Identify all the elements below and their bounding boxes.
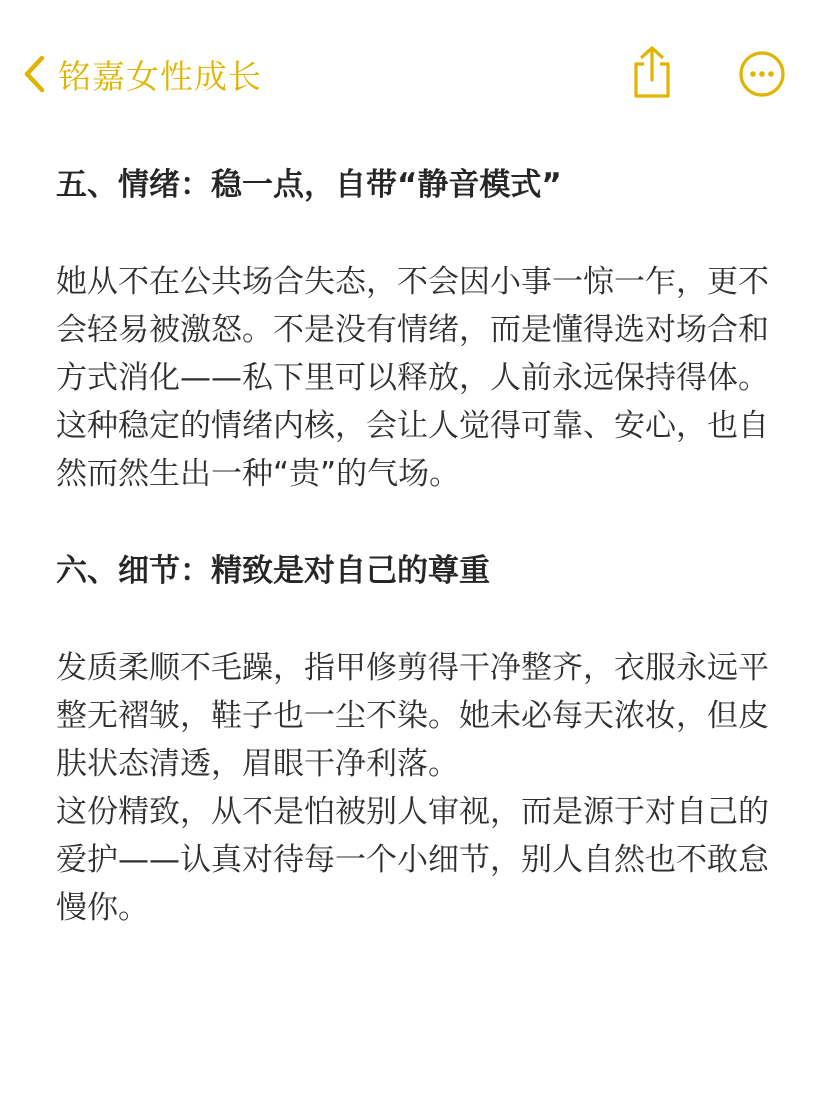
section-paragraph: 发质柔顺不毛躁，指甲修剪得干净整齐，衣服永远平整无褶皱，鞋子也一尘不染。她未必每天浓妆，但皮肤状态清透，眉眼干净利落。 [56,650,769,782]
note-section-details [56,546,776,932]
section-heading: 六、细节：精致是对自己的尊重 [56,553,490,589]
more-button[interactable] [738,50,786,98]
section-paragraph: 她从不在公共场合失态，不会因小事一惊一乍，更不会轻易被激怒。不是没有情绪，而是懂得选对场合和方式消化——私下里可以释放，人前永远保持得体。 [56,264,769,396]
note-content [56,160,776,932]
chevron-left-icon [22,54,48,94]
section-heading: 五、情绪：稳一点，自带“静音模式” [56,167,562,203]
note-section-emotion [56,160,776,498]
share-button[interactable] [628,44,676,100]
navigation-bar [0,0,828,140]
section-paragraph: 这份精致，从不是怕被别人审视，而是源于对自己的爱护——认真对待每一个小细节，别人自然也不敢怠慢你。 [56,794,769,926]
more-icon [738,50,786,98]
back-button[interactable] [22,50,262,98]
back-label: 铭嘉女性成长 [58,56,262,96]
section-paragraph: 这种稳定的情绪内核，会让人觉得可靠、安心，也自然而然生出一种“贵”的气场。 [56,408,769,492]
share-icon [628,44,676,100]
